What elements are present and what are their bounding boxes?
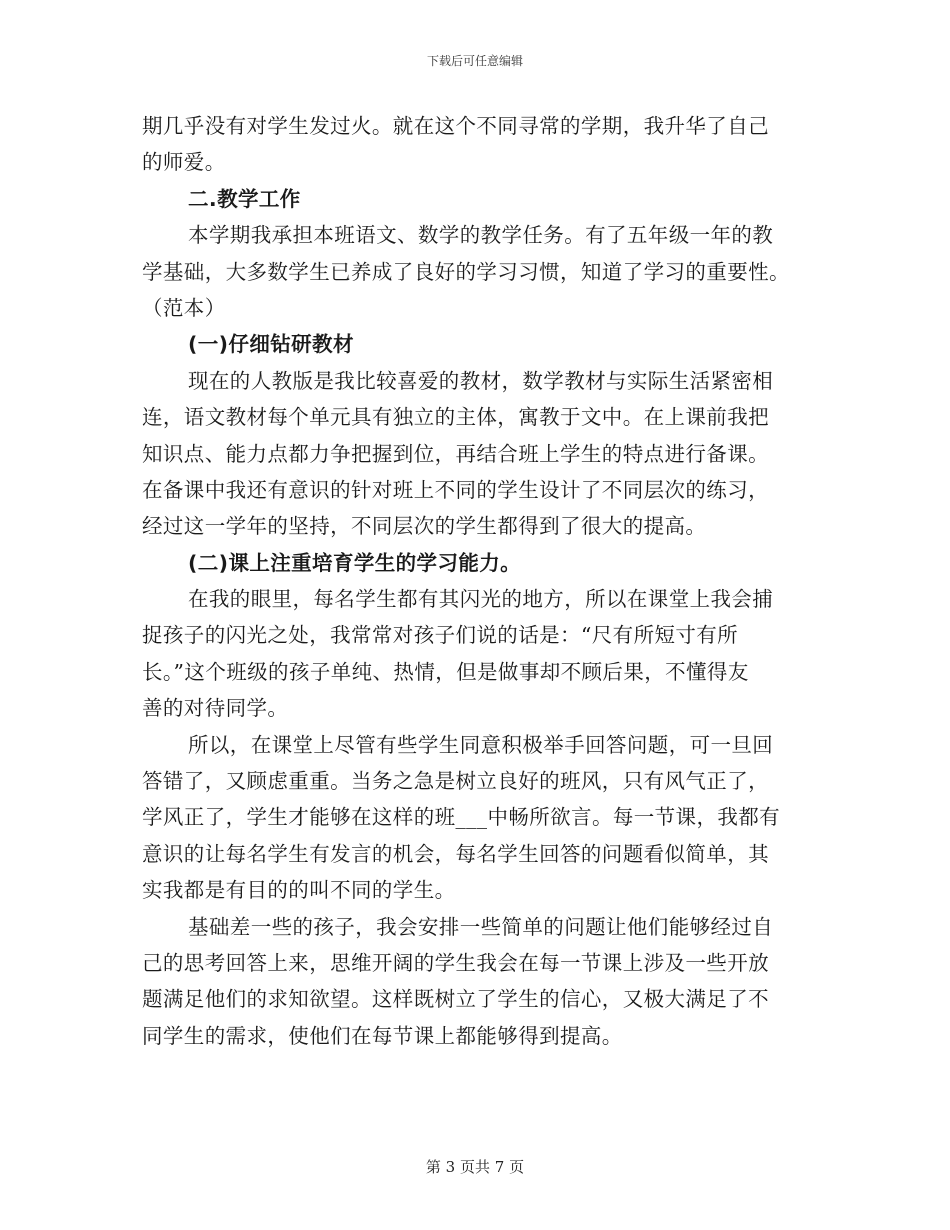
body-line: 经过这一学年的坚持，不同层次的学生都得到了很大的提高。 (142, 514, 707, 539)
paragraph-start: 现在的人教版是我比较喜爱的教材，数学教材与实际生活紧密相 (188, 368, 774, 393)
body-line: 同学生的需求，使他们在每节课上都能够得到提高。 (142, 1023, 623, 1048)
body-line: 连，语文教材每个单元具有独立的主体，寓教于文中。在上课前我把 (142, 405, 769, 430)
body-line: 善的对待同学。 (142, 696, 289, 721)
body-line: 己的思考回答上来，思维开阔的学生我会在每一节课上涉及一些开放 (142, 950, 769, 975)
body-line: 实我都是有目的的叫不同的学生。 (142, 878, 456, 903)
paragraph-start: 本学期我承担本班语文、数学的教学任务。有了五年级一年的教 (188, 223, 774, 248)
body-line: 学风正了，学生才能够在这样的班___中畅所欲言。每一节课，我都有 (142, 805, 781, 830)
paragraph-start: 基础差一些的孩子，我会安排一些简单的问题让他们能够经过自 (188, 914, 774, 939)
paragraph-start: 所以，在课堂上尽管有些学生同意积极举手回答问题，可一旦回 (188, 732, 774, 757)
subsection-heading: (一)仔细钻研教材 (188, 332, 354, 357)
body-line: （范本） (142, 295, 226, 320)
subsection-heading: (二)课上注重培育学生的学习能力。 (188, 550, 522, 575)
page-footer: 第 3 页共 7 页 (425, 1158, 525, 1176)
body-line: 捉孩子的闪光之处，我常常对孩子们说的话是：“尺有所短寸有所 (142, 623, 739, 648)
document-body (142, 108, 810, 1054)
section-heading: 二.教学工作 (188, 186, 301, 211)
body-line: 学基础，大多数学生已养成了良好的学习习惯，知道了学习的重要性。 (142, 259, 790, 284)
body-line: 的师爱。 (142, 150, 226, 175)
body-line: 答错了，又顾虑重重。当务之急是树立良好的班风，只有风气正了， (142, 769, 769, 794)
body-line: 期几乎没有对学生发过火。就在这个不同寻常的学期，我升华了自己 (142, 114, 769, 138)
body-line: 知识点、能力点都力争把握到位，再结合班上学生的特点进行备课。 (142, 441, 769, 466)
page-header: 下载后可任意编辑 (426, 54, 523, 68)
body-line: 长。”这个班级的孩子单纯、热情，但是做事却不顾后果，不懂得友 (142, 659, 749, 684)
body-line: 意识的让每名学生有发言的机会，每名学生回答的问题看似简单，其 (142, 841, 769, 866)
body-line: 题满足他们的求知欲望。这样既树立了学生的信心，又极大满足了不 (142, 987, 769, 1012)
paragraph-start: 在我的眼里，每名学生都有其闪光的地方，所以在课堂上我会捕 (188, 587, 774, 612)
body-line: 在备课中我还有意识的针对班上不同的学生设计了不同层次的练习， (142, 477, 769, 502)
